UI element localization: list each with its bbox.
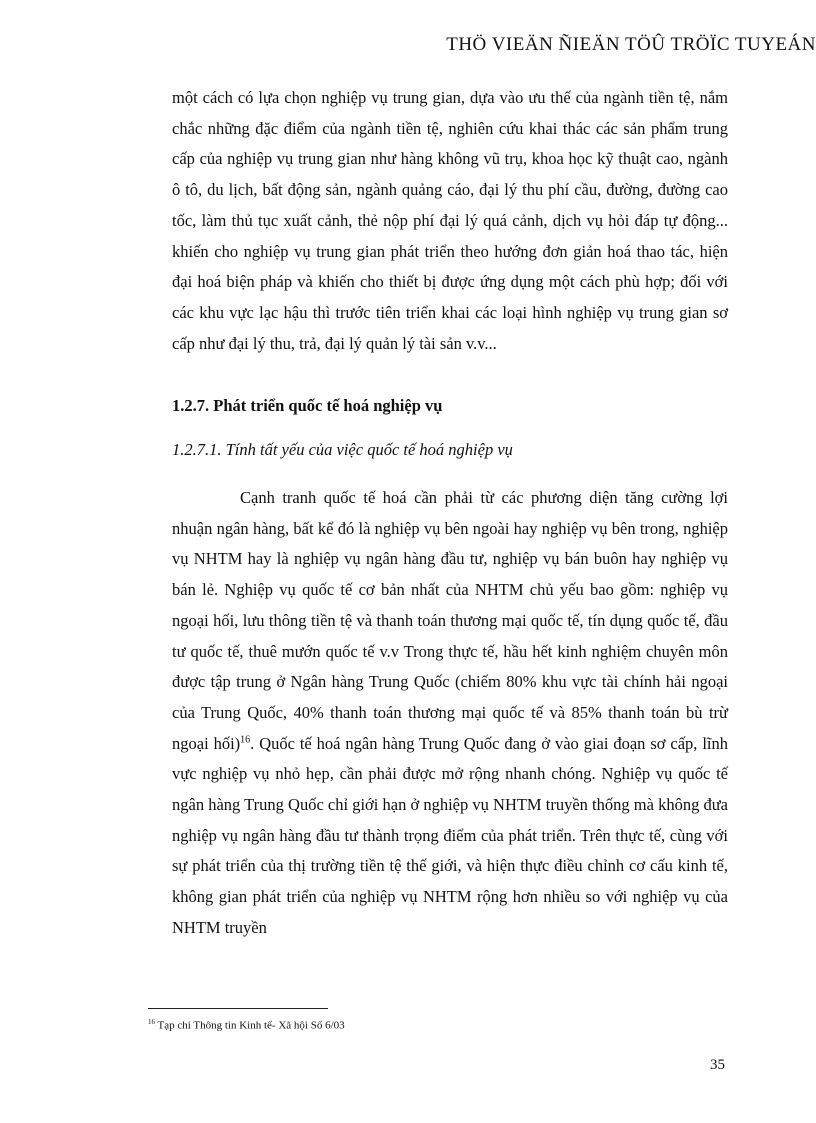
paragraph-intermediary-services: một cách có lựa chọn nghiệp vụ trung gian, dựa vào ưu thế của ngành tiền tệ, nắm chắc những đặc điểm của ngành tiền tệ, nghiên cứu khai thác các sản phẩm trung cấp của nghiệp vụ trung gian như hàng không vũ trụ, khoa học kỹ thuật cao, ngành ô tô, du lịch, bất động sản, ngành quảng cáo, đại lý thu phí cầu, đường, đường cao tốc, làm thủ tục xuất cảnh, thẻ nộp phí đại lý quá cảnh, dịch vụ hỏi đáp tự động... khiến cho nghiệp vụ trung gian phát triển theo hướng đơn giản hoá thao tác, hiện đại hoá biện pháp và khiến cho thiết bị được ứng dụng một cách phù hợp; đối với các khu vực lạc hậu thì trước tiên triển khai các loại hình nghiệp vụ trung gian sơ cấp như đại lý thu, trả, đại lý quản lý tài sản v.v...	[172, 88, 728, 353]
footnote	[148, 1018, 345, 1032]
paragraph-text-part-2: . Quốc tế hoá ngân hàng Trung Quốc đang ở vào giai đoạn sơ cấp, lĩnh vực nghiệp vụ nhỏ hẹp, cần phải được mở rộng nhanh chóng. Nghiệp vụ quốc tế ngân hàng Trung Quốc chỉ giới hạn ở nghiệp vụ NHTM truyền thống mà không đưa nghiệp vụ ngân hàng đầu tư thành trọng điểm của phát triển. Trên thực tế, cùng với sự phát triển của thị trường tiền tệ thế giới, và hiện thực điều chỉnh cơ cấu kinh tế, không gian phát triển của nghiệp vụ NHTM rộng hơn nhiều so với nghiệp vụ của NHTM truyền	[172, 733, 728, 937]
running-header: THÖ VIEÄN ÑIEÄN TÖÛ TRÖÏC TUYEÁN	[446, 34, 816, 55]
footnote-divider	[148, 1008, 328, 1009]
footnote-text: Tạp chí Thông tin Kinh tế- Xã hội Số 6/03	[155, 1019, 345, 1032]
footnote-reference[interactable]: 16	[240, 734, 251, 746]
section-heading-1-2-7: 1.2.7. Phát triển quốc tế hoá nghiệp vụ	[172, 396, 443, 415]
page-number: 35	[710, 1057, 725, 1073]
paragraph-text-part-1: Cạnh tranh quốc tế hoá cần phải từ các phương diện tăng cường lợi nhuận ngân hàng, bất kể đó là nghiệp vụ bên ngoài hay nghiệp vụ bên trong, nghiệp vụ NHTM hay là nghiệp vụ ngân hàng đầu tư, nghiệp vụ bán buôn hay nghiệp vụ bán lẻ. Nghiệp vụ quốc tế cơ bản nhất của NHTM chủ yếu bao gồm: nghiệp vụ ngoại hối, lưu thông tiền tệ và thanh toán thương mại quốc tế, tín dụng quốc tế, đầu tư quốc tế, thuê mướn quốc tế v.v Trong thực tế, hầu hết kinh nghiệm chuyên môn được tập trung ở Ngân hàng Trung Quốc (chiếm 80% khu vực tài chính hải ngoại của Trung Quốc, 40% thanh toán thương mại quốc tế và 85% thanh toán bù trừ ngoại hối)	[172, 488, 728, 753]
footnote-number: 16	[148, 1018, 155, 1026]
subsection-heading-1-2-7-1: 1.2.7.1. Tính tất yếu của việc quốc tế hoá nghiệp vụ	[172, 440, 513, 459]
paragraph-internationalization	[172, 483, 728, 944]
